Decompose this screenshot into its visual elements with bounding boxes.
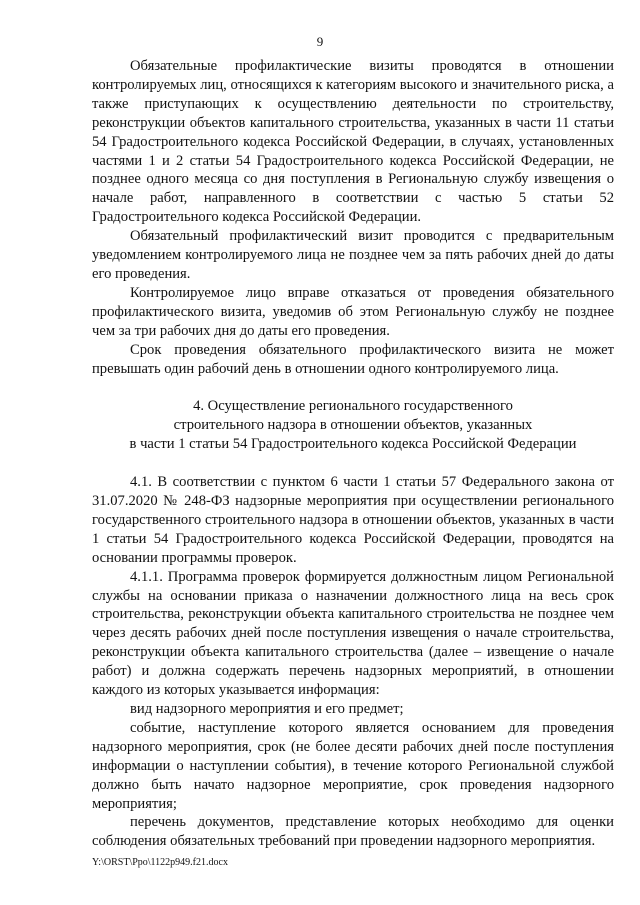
paragraph: перечень документов, представление которых необходимо для оценки соблюдения обязательных требований при проведении надзорного мероприятия.	[92, 814, 614, 850]
paragraph: Контролируемое лицо вправе отказаться от проведения обязательного профилактического визита, уведомив об этом Региональную службу не позднее чем за три рабочих дня до даты его проведения.	[92, 284, 614, 339]
file-path-footer: Y:\ORST\Ppo\1122p949.f21.docx	[92, 857, 228, 868]
paragraph: 4.1.1. Программа проверок формируется должностным лицом Региональной службы на основании приказа о назначении должностного лица на весь срок строительства, реконструкции объекта капитального строительства не позднее чем через десять рабочих дней после поступления извещения о начале строительства, реконструкции объекта капитального строительства (далее – извещение о начале работ) и должна содержать перечень надзорных мероприятий, в отношении каждого из которых указывается информация:	[92, 568, 614, 699]
paragraph: Обязательные профилактические визиты проводятся в отношении контролируемых лиц, относящихся к категориям высокого и значительного риска, а также приступающих к осуществлению деятельности по строительству, реконструкции объектов капитального строительства, указанных в части 11 статьи 54 Градостроительного кодекса Российской Федерации, в случаях, установленных частями 1 и 2 статьи 54 Градостроительного кодекса Российской Федерации, не позднее одного месяца со дня поступления в Региональную службу извещения о начале работ, направленного в соответствии с частью 5 статьи 52 Градостроительного кодекса Российской Федерации.	[92, 58, 614, 226]
paragraph: Срок проведения обязательного профилактического визита не может превышать один рабочий день в отношении одного контролируемого лица.	[92, 341, 614, 377]
section-heading-line: строительного надзора в отношении объектов, указанных	[173, 417, 533, 434]
page-number: 9	[316, 34, 324, 49]
paragraph: 4.1. В соответствии с пунктом 6 части 1 статьи 57 Федерального закона от 31.07.2020 № 248-ФЗ надзорные мероприятия при осуществлении регионального государственного строительного надзора в отношении объектов, указанных в части 1 статьи 54 Градостроительного кодекса Российской Федерации, проводятся на основании программы проверок.	[92, 474, 614, 566]
document-body	[92, 57, 614, 851]
paragraph: Обязательный профилактический визит проводится с предварительным уведомлением контролируемого лица не позднее чем за пять рабочих дней до даты его проведения.	[92, 228, 614, 282]
paragraph: вид надзорного мероприятия и его предмет;	[130, 701, 404, 717]
spacer	[92, 378, 614, 397]
section-heading-line: 4. Осуществление регионального государственного	[193, 398, 513, 415]
paragraph: событие, наступление которого является основанием для проведения надзорного мероприятия, срок (не более десяти рабочих дней после поступления информации о наступлении события), в течение которого Региональной службой должно быть начато надзорное мероприятие, срок проведения надзорного мероприятия;	[92, 719, 614, 812]
section-heading-line: в части 1 статьи 54 Градостроительного кодекса Российской Федерации	[129, 436, 577, 453]
spacer	[92, 454, 614, 473]
section-heading	[92, 397, 614, 454]
